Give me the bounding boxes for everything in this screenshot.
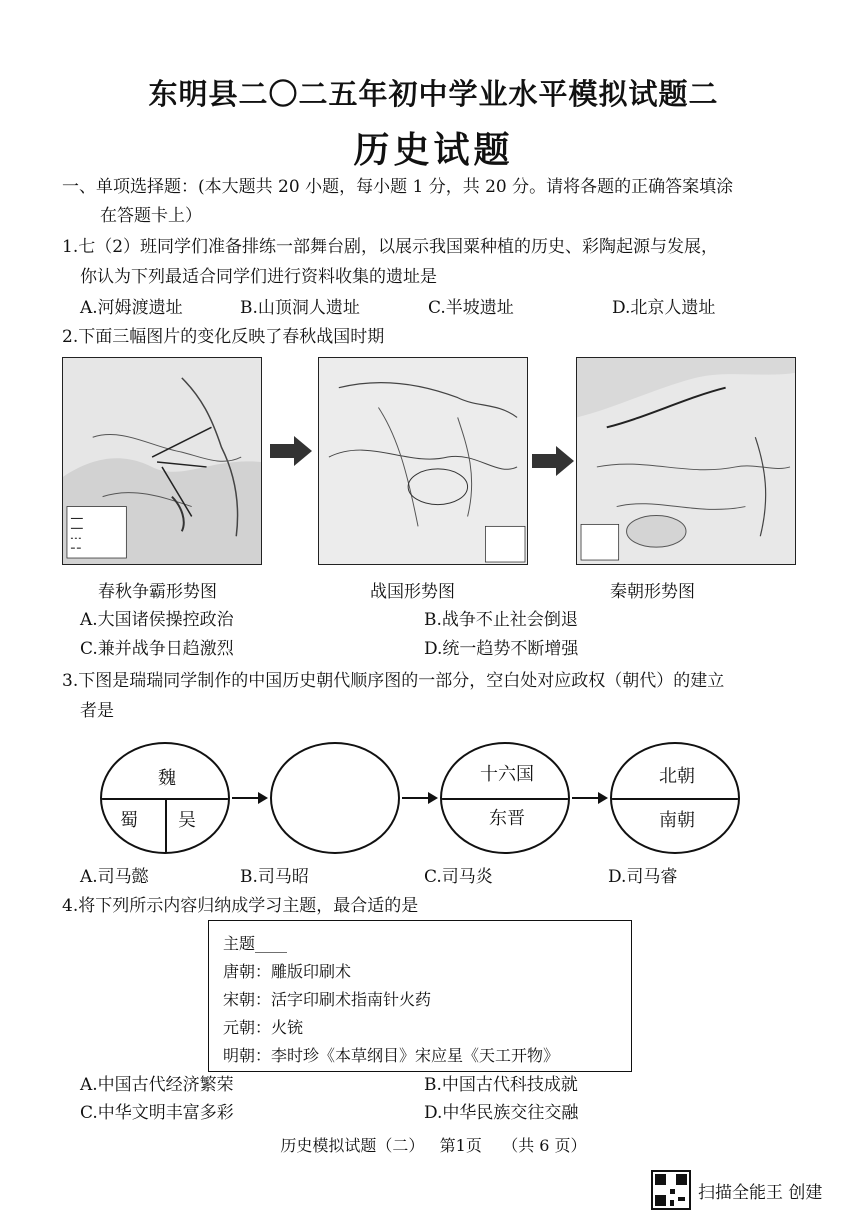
- circle4-bottom-label: 南朝: [659, 810, 695, 831]
- q3-option-a: A.司马懿: [80, 867, 149, 887]
- box-ming: 明朝：李时珍《本草纲目》宋应星《天工开物》: [223, 1046, 560, 1065]
- q1-option-a: A.河姆渡遗址: [80, 298, 183, 318]
- q1-option-c: C.半坡遗址: [428, 298, 514, 318]
- box-tang: 唐朝：雕版印刷术: [223, 962, 352, 981]
- dynasty-circle-three-kingdoms: [100, 742, 230, 854]
- scanner-watermark: 扫描全能王 创建: [698, 1183, 823, 1203]
- section-heading-line2: 在答题卡上）: [100, 206, 202, 226]
- qr-code-icon: [651, 1170, 691, 1210]
- spring-autumn-map-drawing: [63, 358, 261, 564]
- dynasty-circle-northern-southern: [610, 742, 740, 854]
- q4-stem: 4.将下列所示内容归纳成学习主题，最合适的是: [62, 896, 419, 916]
- box-theme: 主题____: [223, 934, 288, 953]
- q3-option-c: C.司马炎: [424, 867, 493, 887]
- exam-title: 东明县二〇二五年初中学业水平模拟试题二: [148, 77, 719, 111]
- flow-arrow-icon: [232, 797, 266, 799]
- caption-warring-states: 战国形势图: [370, 582, 455, 602]
- q2-option-c: C.兼并战争日趋激烈: [80, 639, 234, 659]
- q1-stem-line2: 你认为下列最适合同学们进行资料收集的遗址是: [80, 267, 437, 287]
- q3-option-b: B.司马昭: [240, 867, 309, 887]
- spring-autumn-map: [62, 357, 262, 565]
- box-yuan: 元朝：火铳: [223, 1018, 304, 1037]
- circle1-right-label: 吴: [178, 810, 196, 831]
- q3-stem-line2: 者是: [80, 701, 114, 721]
- page-footer: 历史模拟试题（二） 第1页 （共 6 页）: [280, 1136, 587, 1155]
- circle1-left-label: 蜀: [120, 810, 138, 831]
- q4-option-b: B.中国古代科技成就: [424, 1075, 578, 1095]
- q1-option-d: D.北京人遗址: [612, 298, 716, 318]
- caption-spring-autumn: 春秋争霸形势图: [98, 582, 217, 602]
- arrow-right-icon: [532, 444, 574, 478]
- circle3-bottom-label: 东晋: [489, 808, 525, 829]
- q2-option-d: D.统一趋势不断增强: [424, 639, 579, 659]
- circle1-top-label: 魏: [158, 768, 176, 789]
- caption-qin: 秦朝形势图: [610, 582, 695, 602]
- q2-option-a: A.大国诸侯操控政治: [80, 610, 234, 630]
- q2-stem: 2.下面三幅图片的变化反映了春秋战国时期: [62, 327, 385, 347]
- qin-dynasty-map-drawing: [577, 358, 795, 564]
- arrow-right-icon: [270, 434, 312, 468]
- qin-dynasty-map: [576, 357, 796, 565]
- circle4-top-label: 北朝: [659, 766, 695, 787]
- q2-option-b: B.战争不止社会倒退: [424, 610, 578, 630]
- section-heading-line1: 一、单项选择题：(本大题共 20 小题，每小题 1 分，共 20 分。请将各题的正确答案填涂: [62, 177, 734, 197]
- subject-title: 历史试题: [353, 129, 514, 171]
- q1-option-b: B.山顶洞人遗址: [240, 298, 360, 318]
- circle3-top-label: 十六国: [480, 764, 534, 785]
- q3-option-d: D.司马睿: [608, 867, 678, 887]
- q4-content-box: [208, 920, 632, 1072]
- q4-option-c: C.中华文明丰富多彩: [80, 1103, 234, 1123]
- warring-states-map-drawing: [319, 358, 527, 564]
- q4-option-a: A.中国古代经济繁荣: [80, 1075, 234, 1095]
- dynasty-circle-sixteen-kingdoms: [440, 742, 570, 854]
- q3-stem-line1: 3.下图是瑞瑞同学制作的中国历史朝代顺序图的一部分，空白处对应政权（朝代）的建立: [62, 671, 725, 691]
- q4-option-d: D.中华民族交往交融: [424, 1103, 579, 1123]
- flow-arrow-icon: [402, 797, 436, 799]
- q1-stem-line1: 1.七（2）班同学们准备排练一部舞台剧，以展示我国粟种植的历史、彩陶起源与发展，: [62, 237, 719, 257]
- dynasty-circle-blank: [270, 742, 400, 854]
- warring-states-map: [318, 357, 528, 565]
- box-song: 宋朝：活字印刷术指南针火药: [223, 990, 432, 1009]
- flow-arrow-icon: [572, 797, 606, 799]
